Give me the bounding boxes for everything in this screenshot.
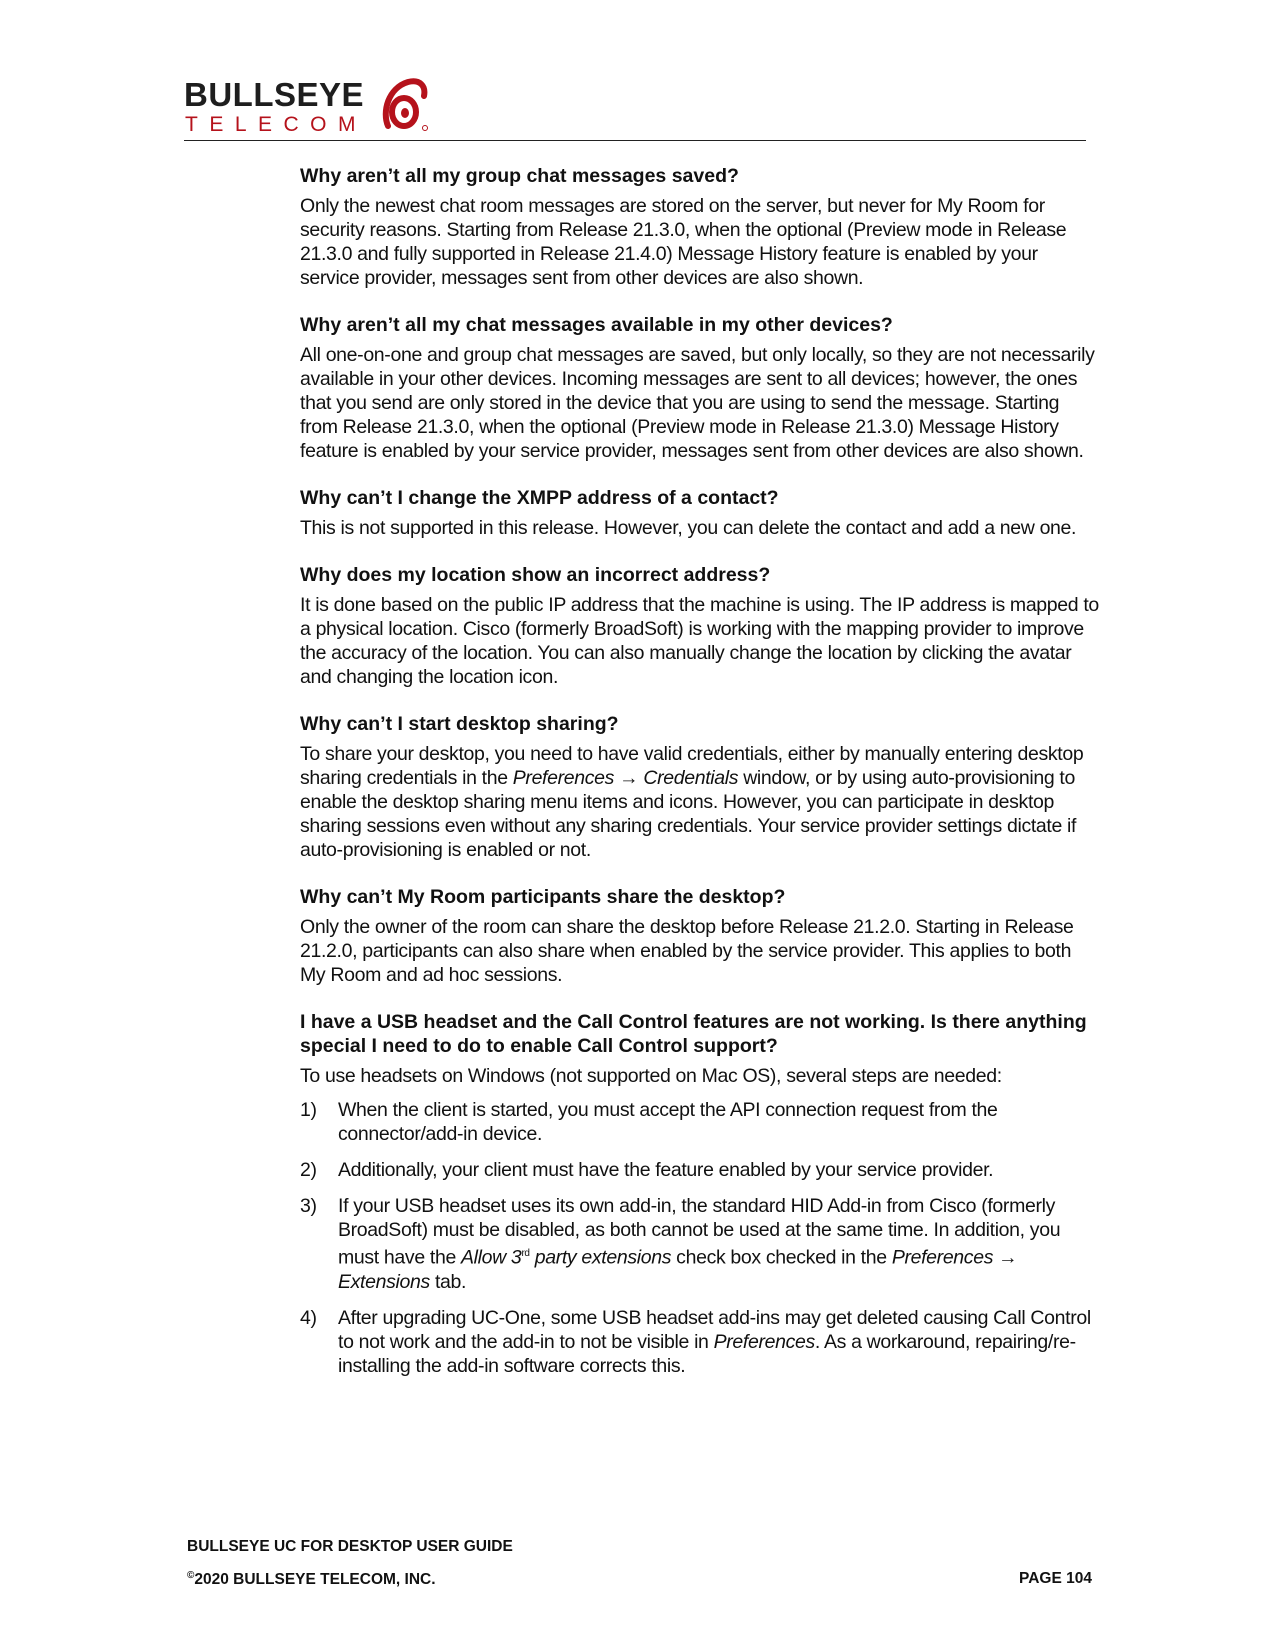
footer-guide-title: BULLSEYE UC FOR DESKTOP USER GUIDE (187, 1538, 513, 1555)
faq-content (300, 164, 1100, 1390)
faq-question: Why can’t My Room participants share the desktop? (300, 886, 786, 908)
step-number: 1) (300, 1099, 317, 1121)
faq-answer: It is done based on the public IP address that the machine is using. The IP address is mapped to a physical location. Cisco (formerly BroadSoft) is working with the mapping provider to improve the accuracy of the location. You can also manually change the location by clicking the avatar and changing the location icon. (300, 594, 1099, 688)
step-text: After upgrading UC-One, some USB headset add-ins may get deleted causing Call Control to not work and the add-in to not be visible in (338, 1306, 1091, 1353)
step-number: 4) (300, 1306, 317, 1329)
faq-answer: To use headsets on Windows (not supported on Mac OS), several steps are needed: (300, 1065, 1002, 1087)
answer-text: window, or by using auto-provisioning to enable the desktop sharing menu items and icons. However, you can participate in desktop sharing sessions even without any sharing credentials. Your service provider settings dictate if auto-provisioning is enabled or not. (300, 767, 1077, 861)
list-item (300, 1098, 1100, 1146)
faq-item (300, 712, 1100, 862)
step-emphasis: Preferences → Extensions (338, 1246, 1018, 1293)
step-text: Additionally, your client must have the feature enabled by your service provider. (338, 1159, 994, 1181)
answer-emphasis: Preferences → Credentials (512, 767, 739, 789)
bullseye-telecom-logo (184, 78, 444, 136)
logo-sub-text: TELECOM (185, 113, 368, 136)
logo-brand-text: BULLSEYE (184, 76, 365, 113)
faq-answer: All one-on-one and group chat messages are saved, but only locally, so they are not necessarily available in your other devices. Incoming messages are sent to all devices; however, the ones that you send are only stored in the device that you are using to send the message. Starting from Release 21.3.0, when the optional (Preview mode in Release 21.3.0) Message History feature is enabled by your service provider, messages sent from other devices are also shown. (300, 344, 1095, 462)
step-superscript: rd (521, 1248, 530, 1259)
step-text: tab. (429, 1270, 467, 1293)
answer-text: To share your desktop, you need to have valid credentials, either by manually entering desktop sharing credentials in the (300, 743, 1084, 789)
faq-item (300, 885, 1100, 987)
faq-question: Why does my location show an incorrect address? (300, 564, 771, 586)
faq-item (300, 563, 1100, 689)
copyright-symbol: © (187, 1570, 195, 1581)
faq-item (300, 486, 1100, 540)
faq-question: I have a USB headset and the Call Control features are not working. Is there anything special I need to do to enable Call Control support? (300, 1011, 1087, 1057)
page-header (184, 74, 1086, 141)
faq-item (300, 164, 1100, 290)
page-number: PAGE 104 (1019, 1570, 1092, 1587)
list-item (300, 1194, 1100, 1294)
faq-question: Why aren’t all my group chat messages saved? (300, 165, 739, 187)
step-text: When the client is started, you must accept the API connection request from the connector/add-in device. (338, 1099, 998, 1145)
step-text: check box checked in the (671, 1246, 892, 1269)
faq-item (300, 1010, 1100, 1088)
faq-question: Why can’t I change the XMPP address of a contact? (300, 487, 779, 509)
step-number: 3) (300, 1195, 317, 1217)
steps-list (300, 1098, 1100, 1378)
step-emphasis: Allow 3 (461, 1246, 522, 1269)
bullseye-icon (380, 76, 428, 134)
step-number: 2) (300, 1159, 317, 1181)
faq-answer: This is not supported in this release. However, you can delete the contact and add a new one. (300, 517, 1077, 539)
step-emphasis: Preferences (713, 1330, 815, 1353)
faq-answer: Only the owner of the room can share the desktop before Release 21.2.0. Starting in Release 21.2.0, participants can also share when enabled by the service provider. This applies to both My Room and ad hoc sessions. (300, 916, 1074, 986)
faq-question: Why can’t I start desktop sharing? (300, 713, 619, 735)
faq-answer: Only the newest chat room messages are stored on the server, but never for My Room for security reasons. Starting from Release 21.3.0, when the optional (Preview mode in Release 21.3.0 and fully supported in Release 21.4.0) Message History feature is enabled by your service provider, messages sent from other devices are also shown. (300, 195, 1067, 289)
faq-question: Why aren’t all my chat messages available in my other devices? (300, 314, 893, 336)
list-item (300, 1158, 1100, 1182)
faq-item (300, 313, 1100, 463)
step-text: If your USB headset uses its own add-in, the standard HID Add-in from Cisco (formerly BroadSoft) must be disabled, as both cannot be used at the same time. In addition, you must have the (338, 1195, 1061, 1269)
faq-answer (300, 742, 1100, 862)
footer-copyright: 2020 BULLSEYE TELECOM, INC. (194, 1571, 436, 1589)
step-emphasis: party extensions (529, 1246, 672, 1269)
step-text: . As a workaround, repairing/re-installing the add-in software corrects this. (338, 1330, 1076, 1377)
footer-copyright-row (187, 1570, 1092, 1589)
list-item (300, 1306, 1100, 1378)
